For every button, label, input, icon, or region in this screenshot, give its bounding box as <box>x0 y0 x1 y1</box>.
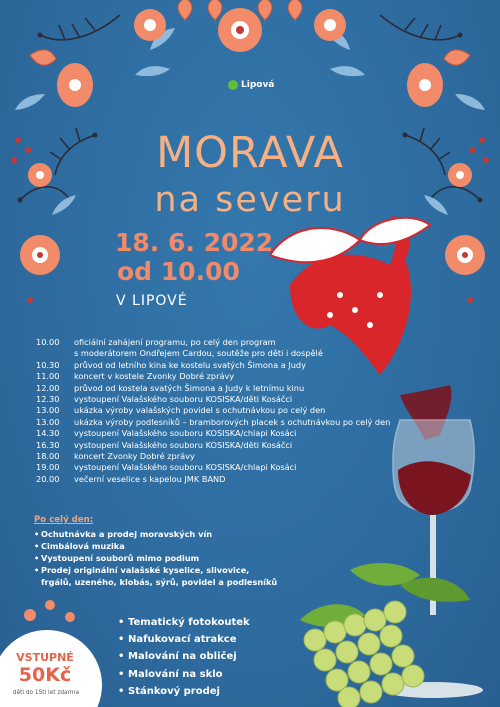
allday-item-text: Prodej originální valašské kyselice, slivovice, <box>41 565 250 575</box>
schedule-time: 12.30 <box>36 394 60 405</box>
schedule-desc: vystoupení Valašského souboru KOSISKA/chlapi Kosáci <box>74 462 297 473</box>
schedule <box>36 337 476 485</box>
schedule-desc: oficiální zahájení programu, po celý den program <box>74 337 276 347</box>
schedule-row <box>36 451 476 462</box>
extra-item-text: Malování na obličej <box>128 651 237 663</box>
schedule-row <box>36 348 476 359</box>
bullet-icon: • <box>118 651 125 663</box>
schedule-row <box>36 394 476 405</box>
allday-item-text: frgálů, uzeného, klobás, sýrů, povidel a podlesníků <box>41 577 278 587</box>
schedule-row <box>36 405 476 416</box>
schedule-time: 10.30 <box>36 359 60 370</box>
schedule-desc: průvod od letního kina ke kostelu svatých Šimona a Judy <box>74 359 306 370</box>
event-date: 18. 6. 2022 <box>115 228 274 257</box>
title-morava: MORAVA <box>156 128 344 178</box>
allday-heading: Po celý den: <box>34 515 94 525</box>
schedule-time: 19.00 <box>36 462 60 473</box>
bullet-icon: • <box>118 685 125 697</box>
allday-item-text: Vystoupení souborů mimo podium <box>41 553 200 563</box>
allday-item <box>34 540 354 552</box>
extra-item <box>118 631 250 648</box>
allday-item <box>34 576 354 588</box>
badge-title: VSTUPNÉ <box>16 651 74 664</box>
schedule-time: 10.00 <box>36 337 60 347</box>
schedule-row <box>36 440 476 451</box>
schedule-desc: koncert Zvonky Dobré zprávy <box>74 451 195 462</box>
allday-list <box>34 528 354 588</box>
allday-item <box>34 552 354 564</box>
schedule-desc: ukázka výroby valašských povidel s ochutnávkou po celý den <box>74 405 326 416</box>
badge-price: 50Kč <box>18 664 72 686</box>
schedule-time: 18.00 <box>36 451 60 462</box>
badge-note: děti do 15ti let zdarma <box>12 690 80 696</box>
extra-item <box>118 614 250 631</box>
schedule-time: 13.00 <box>36 416 60 427</box>
schedule-desc: večerní veselice s kapelou JMK BAND <box>74 473 226 484</box>
extra-item-text: Tematický fotokoutek <box>128 617 250 628</box>
schedule-time: 14.30 <box>36 428 60 439</box>
schedule-time: 12.00 <box>36 382 60 393</box>
schedule-desc: průvod od kostela svatých Šimona a Judy k letnímu kinu <box>74 382 305 393</box>
schedule-row <box>36 462 476 473</box>
schedule-desc: koncert v kostele Zvonky Dobré zprávy <box>74 371 235 382</box>
allday-item <box>34 528 354 540</box>
bullet-icon: • <box>118 617 125 628</box>
bullet-icon: • <box>34 565 40 575</box>
allday-item-text: Ochutnávka a prodej moravských vín <box>41 529 213 539</box>
event-time: od 10.00 <box>117 257 240 286</box>
schedule-row <box>36 337 476 348</box>
event-place: V LIPOVÉ <box>116 293 188 309</box>
logo <box>228 80 274 90</box>
schedule-desc: vystoupení Valašského souboru KOSISKA/chlapi Kosáci <box>74 428 297 439</box>
extra-item-text: Stánkový prodej <box>128 685 220 697</box>
schedule-desc: vystoupení Valašského souboru KOSISKA/děti Kosáčci <box>74 439 293 450</box>
schedule-row <box>36 371 476 382</box>
extra-item <box>118 683 250 700</box>
extra-item-text: Malování na sklo <box>128 668 223 680</box>
bullet-icon: • <box>118 634 125 646</box>
schedule-desc: ukázka výroby podlesníků – bramborových placek s ochutnávkou po celý den <box>74 416 391 427</box>
allday-item <box>34 564 354 576</box>
schedule-desc: s moderátorem Ondřejem Cardou, soutěže pro děti i dospělé <box>74 348 323 359</box>
logo-icon <box>228 80 238 90</box>
extra-item-text: Nafukovací atrakce <box>128 634 237 646</box>
schedule-time: 11.00 <box>36 371 60 382</box>
bullet-icon: • <box>34 553 40 563</box>
bullet-icon: • <box>118 668 125 680</box>
schedule-row <box>36 360 476 371</box>
extra-item <box>118 666 250 683</box>
schedule-row <box>36 383 476 394</box>
title-na-severu: na severu <box>154 180 346 220</box>
schedule-row <box>36 417 476 428</box>
schedule-row <box>36 428 476 439</box>
schedule-desc: vystoupení Valašského souboru KOSISKA/děti Kosáčci <box>74 394 293 405</box>
schedule-row <box>36 474 476 485</box>
schedule-time <box>36 348 74 359</box>
allday-item-text: Cimbálová muzika <box>41 541 125 551</box>
schedule-time: 16.30 <box>36 439 60 450</box>
schedule-time: 20.00 <box>36 473 60 484</box>
logo-text: Lipová <box>241 80 275 90</box>
bullet-icon: • <box>34 529 40 539</box>
bullet-icon: • <box>34 541 40 551</box>
extra-item <box>118 648 250 665</box>
extras-list <box>118 614 250 700</box>
schedule-time: 13.00 <box>36 405 60 416</box>
